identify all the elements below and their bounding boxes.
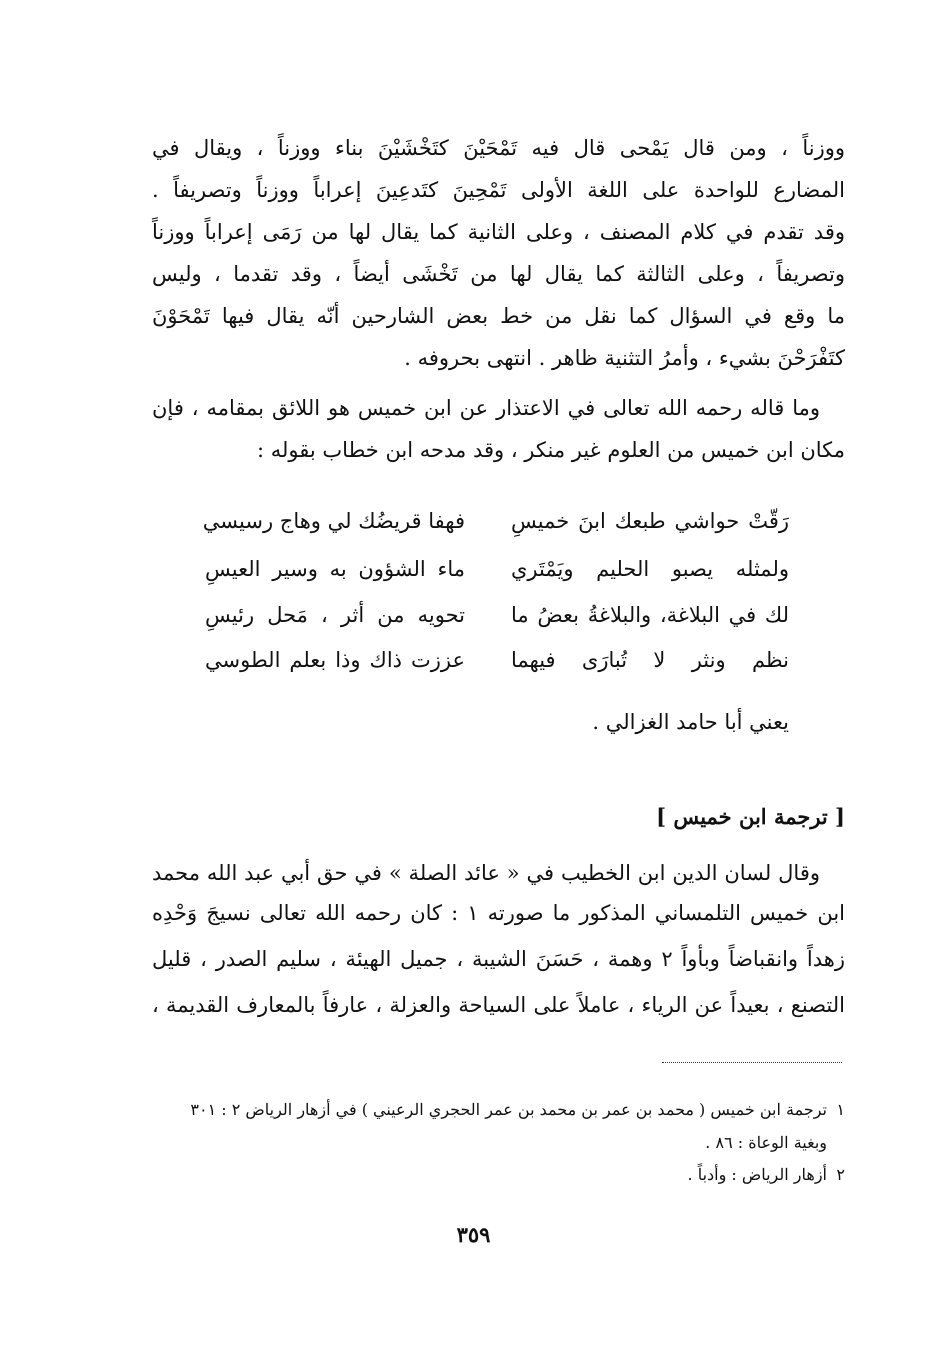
para2-line-1: وما قاله رحمه الله تعالى في الاعتذار عن ابن خميس هو اللائق بمقامه ، فإن [152,396,820,420]
verse-4-first-hemistich: نظم ونثر لا تُبارَى فيهما [511,648,789,672]
body-line-1: ووزناً ، ومن قال يَمْحى قال فيه تَمْحَيْنَ كتَخْشَيْنَ بناء ووزناً ، ويقال في [152,136,845,160]
footnote-2-text: أزهار الرياض : وأدباً . [687,1165,827,1184]
footnote-1 [190,1098,845,1122]
body-line-3: وقد تقدم في كلام المصنف ، وعلى الثانية كما يقال لها من رَمَى إعراباً ووزناً [152,220,845,244]
verse-4-second-hemistich: عززت ذاك وذا بعلم الطوسي [205,648,465,672]
para3-line-2: ابن خميس التلمساني المذكور ما صورته ١ : كان رحمه الله تعالى نسيجَ وَحْدِه [152,901,845,925]
footnote-1-continued [705,1131,827,1155]
page-number: ٣٥٩ [456,1222,491,1247]
body-line-5: ما وقع في السؤال كما نقل من خط بعض الشارحين أنّه يقال فيها تَمْحَوْنَ [152,304,845,328]
footnote-2-number: ٢ [836,1165,845,1184]
verse-3-first-hemistich: لك في البلاغة، والبلاغةُ بعضُ ما [511,603,789,627]
para3-line-4: التصنع ، بعيداً عن الرياء ، عاملاً على السياحة والعزلة ، عارفاً بالمعارف القديمة ، [152,993,845,1017]
footnote-1-text: ترجمة ابن خميس ( محمد بن عمر بن محمد بن عمر الحجري الرعيني ) في أزهار الرياض ٢ : ٣٠١ [190,1100,827,1119]
verse-2-first-hemistich: ولمثله يصبو الحليم ويَمْتَري [511,557,789,581]
body-line-2: المضارع للواحدة على اللغة الأولى تَمْحِينَ كتَدعِينَ إعراباً ووزناً وتصريفاً . [152,178,845,202]
footnote-separator [662,1062,842,1063]
footnote-2 [688,1163,845,1187]
para3-line-1: وقال لسان الدين ابن الخطيب في « عائد الصلة » في حق أبي عبد الله محمد [152,861,820,885]
verse-note: يعني أبا حامد الغزالي . [592,710,789,734]
verse-1-first-hemistich: رَقّتْ حواشي طبعك ابنَ خميسِ [511,509,789,533]
footnote-1-number: ١ [836,1100,845,1119]
body-line-4: وتصريفاً ، وعلى الثالثة كما يقال لها من تَخْشَى أيضاً ، وقد تقدما ، وليس [152,262,845,286]
verse-1-second-hemistich: فهفا قريضُك لي وهاج رسيسي [202,509,465,533]
body-line-6: كتَفْرَحْنَ بشيء ، وأمرُ التثنية ظاهر . انتهى بحروفه . [404,346,845,370]
section-heading: [ ترجمة ابن خميس ] [656,804,845,829]
verse-2-second-hemistich: ماء الشؤون به وسير العيسِ [205,557,465,581]
para3-line-3: زهداً وانقباضاً وبأواً ٢ وهمة ، حَسَنَ الشيبة ، جميل الهيئة ، سليم الصدر ، قليل [152,947,845,971]
para2-line-2: مكان ابن خميس من العلوم غير منكر ، وقد مدحه ابن خطاب بقوله : [257,438,845,462]
verse-3-second-hemistich: تحويه من أثر ، مَحل رئيسِ [205,603,465,627]
footnote-1-continued-text: وبغية الوعاة : ٨٦ . [705,1133,827,1152]
